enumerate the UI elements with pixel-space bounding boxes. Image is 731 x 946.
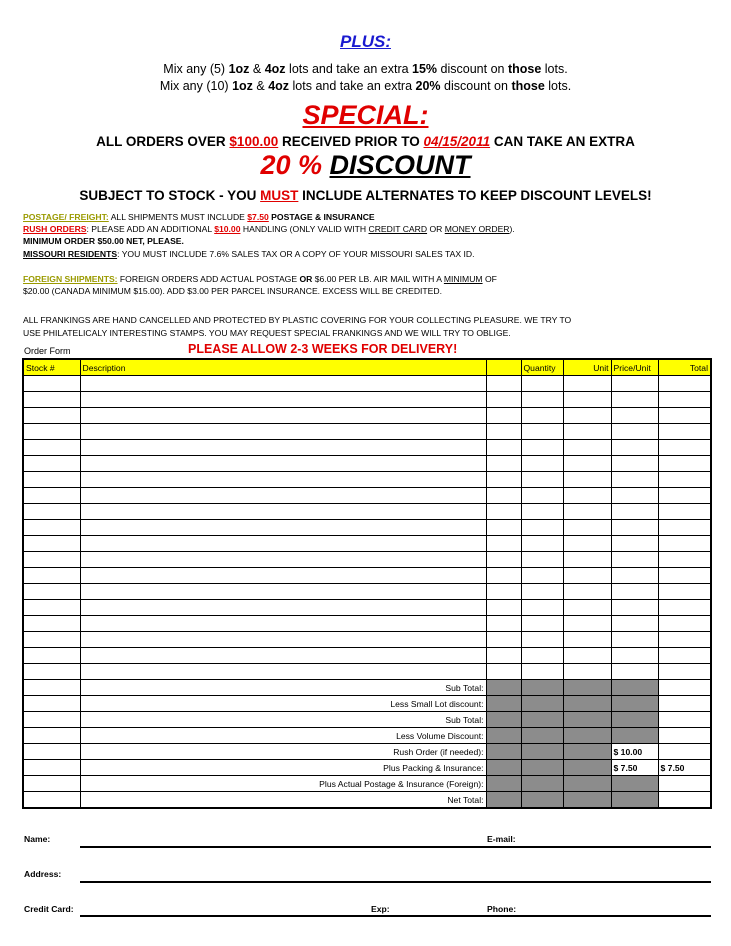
table-cell[interactable] [658,376,711,392]
delivery-notice: PLEASE ALLOW 2-3 WEEKS FOR DELIVERY! [188,342,458,356]
table-cell[interactable] [563,440,611,456]
table-cell[interactable] [486,632,521,648]
summary-shaded-cell [563,776,611,792]
table-cell[interactable] [521,520,563,536]
table-cell[interactable] [23,392,80,408]
table-cell[interactable] [23,632,80,648]
table-cell[interactable] [486,568,521,584]
summary-row [23,776,711,792]
missouri-terms: MISSOURI RESIDENTS: YOU MUST INCLUDE 7.6% SALES TAX OR A COPY OF YOUR MISSOURI SALES TAX ID. [23,249,475,259]
table-cell[interactable] [611,600,658,616]
summary-label: Rush Order (if needed): [80,744,486,760]
table-cell[interactable] [611,632,658,648]
table-cell[interactable] [23,440,80,456]
table-cell[interactable] [80,488,486,504]
table-cell[interactable] [80,584,486,600]
summary-shaded-cell [563,792,611,809]
plus-heading: PLUS: [340,32,391,51]
table-cell[interactable] [563,568,611,584]
table-cell[interactable] [80,472,486,488]
table-cell[interactable] [521,440,563,456]
summary-label: Sub Total: [80,680,486,696]
table-cell[interactable] [658,392,711,408]
table-cell[interactable] [563,488,611,504]
table-cell[interactable] [486,600,521,616]
summary-shaded-cell [486,760,521,776]
table-cell[interactable] [658,648,711,664]
table-cell[interactable] [611,552,658,568]
table-cell[interactable] [563,408,611,424]
table-row[interactable] [23,632,711,648]
summary-row [23,760,711,776]
table-cell[interactable] [486,552,521,568]
col-quantity: Quantity [521,359,563,376]
table-cell[interactable] [23,504,80,520]
table-cell[interactable] [23,472,80,488]
summary-shaded-cell [486,696,521,712]
summary-total[interactable] [658,696,711,712]
table-cell[interactable] [521,584,563,600]
table-cell[interactable] [521,376,563,392]
table-cell[interactable] [23,552,80,568]
table-cell[interactable] [563,392,611,408]
table-cell[interactable] [611,568,658,584]
summary-label: Net Total: [80,792,486,809]
table-cell[interactable] [80,648,486,664]
table-cell[interactable] [23,488,80,504]
table-cell[interactable] [80,616,486,632]
table-row[interactable] [23,584,711,600]
summary-label: Plus Actual Postage & Insurance (Foreign): [80,776,486,792]
table-row[interactable] [23,648,711,664]
summary-price[interactable] [611,712,658,728]
col-price-unit: Price/Unit [611,359,658,376]
table-cell[interactable] [658,520,711,536]
table-cell[interactable] [658,472,711,488]
table-cell[interactable] [563,536,611,552]
table-cell[interactable] [80,520,486,536]
table-cell[interactable] [521,408,563,424]
summary-total[interactable] [658,712,711,728]
email-label: E-mail: [487,834,516,844]
table-cell[interactable] [521,648,563,664]
table-cell[interactable] [611,504,658,520]
table-cell[interactable] [611,488,658,504]
mix-ten-line: Mix any (10) 1oz & 4oz lots and take an extra 20% discount on those lots. [159,79,572,93]
name-line[interactable] [80,846,711,848]
table-row[interactable] [23,664,711,680]
table-cell[interactable] [23,584,80,600]
exp-label: Exp: [371,904,390,914]
table-cell[interactable] [611,424,658,440]
address-line[interactable] [80,881,711,883]
discount-heading: 20 % DISCOUNT [260,150,471,180]
summary-blank [23,712,80,728]
table-cell[interactable] [658,552,711,568]
table-cell[interactable] [486,616,521,632]
table-cell[interactable] [521,552,563,568]
table-cell[interactable] [611,408,658,424]
table-cell[interactable] [611,648,658,664]
summary-shaded-cell [563,728,611,744]
table-cell[interactable] [486,520,521,536]
summary-row [23,792,711,809]
table-row[interactable] [23,568,711,584]
table-cell[interactable] [658,440,711,456]
table-cell[interactable] [23,568,80,584]
summary-shaded-cell [563,760,611,776]
table-cell[interactable] [80,424,486,440]
table-cell[interactable] [486,440,521,456]
table-cell[interactable] [23,600,80,616]
table-cell[interactable] [486,456,521,472]
table-cell[interactable] [23,648,80,664]
table-cell[interactable] [486,584,521,600]
credit-card-label: Credit Card: [24,904,74,914]
table-cell[interactable] [658,568,711,584]
summary-price[interactable] [611,696,658,712]
table-cell[interactable] [521,600,563,616]
summary-label: Sub Total: [80,712,486,728]
table-cell[interactable] [80,632,486,648]
table-cell[interactable] [486,488,521,504]
table-cell[interactable] [23,616,80,632]
col-unit: Unit [563,359,611,376]
table-cell[interactable] [611,440,658,456]
summary-blank [23,760,80,776]
table-cell[interactable] [658,424,711,440]
table-cell[interactable] [658,504,711,520]
table-cell[interactable] [563,600,611,616]
summary-shaded-cell [563,744,611,760]
table-cell[interactable] [23,456,80,472]
summary-blank [23,776,80,792]
table-cell[interactable] [521,536,563,552]
table-cell[interactable] [80,536,486,552]
table-cell[interactable] [521,424,563,440]
table-row[interactable] [23,488,711,504]
frankings-line-1: ALL FRANKINGS ARE HAND CANCELLED AND PROTECTED BY PLASTIC COVERING FOR YOUR COLLECTING PLEASURE. WE TRY TO [23,315,572,325]
table-cell[interactable] [80,392,486,408]
table-cell[interactable] [563,456,611,472]
col-stock: Stock # [23,359,80,376]
table-cell[interactable] [563,632,611,648]
table-cell[interactable] [80,568,486,584]
order-table [22,358,712,809]
summary-blank [23,680,80,696]
summary-price[interactable] [611,792,658,809]
table-cell[interactable] [521,472,563,488]
table-cell[interactable] [658,456,711,472]
table-cell[interactable] [563,552,611,568]
summary-blank [23,728,80,744]
table-row[interactable] [23,424,711,440]
address-label: Address: [24,869,62,879]
table-cell[interactable] [611,536,658,552]
summary-shaded-cell [486,744,521,760]
table-cell[interactable] [658,584,711,600]
table-cell[interactable] [658,632,711,648]
table-cell[interactable] [658,600,711,616]
summary-total[interactable] [658,680,711,696]
summary-shaded-cell [521,680,563,696]
table-cell[interactable] [563,584,611,600]
summary-shaded-cell [486,680,521,696]
table-row[interactable] [23,440,711,456]
table-cell[interactable] [521,664,563,680]
table-row[interactable] [23,376,711,392]
col-description: Description [80,359,486,376]
table-cell[interactable] [563,520,611,536]
rush-terms: RUSH ORDERS: PLEASE ADD AN ADDITIONAL $10.00 HANDLING (ONLY VALID WITH CREDIT CARD OR MONEY ORDER). [23,224,515,234]
table-cell[interactable] [611,520,658,536]
frankings-line-2: USE PHILATELICALY INTERESTING STAMPS. YOU MAY REQUEST SPECIAL FRANKINGS AND WE WILL TRY TO OBLIGE. [23,328,511,338]
phone-label: Phone: [487,904,517,914]
table-row[interactable] [23,504,711,520]
table-cell[interactable] [563,616,611,632]
table-cell[interactable] [658,408,711,424]
table-cell[interactable] [611,376,658,392]
table-row[interactable] [23,552,711,568]
table-cell[interactable] [80,456,486,472]
table-cell[interactable] [23,424,80,440]
postage-terms: POSTAGE/ FREIGHT: ALL SHIPMENTS MUST INCLUDE $7.50 POSTAGE & INSURANCE [23,212,375,222]
summary-price[interactable]: $ 7.50 [611,760,658,776]
col-blank [486,359,521,376]
table-cell[interactable] [80,552,486,568]
table-cell[interactable] [486,472,521,488]
table-cell[interactable] [611,616,658,632]
table-row[interactable] [23,472,711,488]
table-cell[interactable] [658,616,711,632]
table-row[interactable] [23,536,711,552]
table-cell[interactable] [658,536,711,552]
foreign-terms-cont: $20.00 (CANADA MINIMUM $15.00). ADD $3.00 PER PARCEL INSURANCE. EXCESS WILL BE CREDITED. [23,286,442,296]
table-cell[interactable] [611,664,658,680]
table-cell[interactable] [658,664,711,680]
summary-total[interactable] [658,792,711,809]
order-form-label: Order Form [24,346,71,356]
table-cell[interactable] [80,504,486,520]
summary-row [23,696,711,712]
table-cell[interactable] [563,376,611,392]
table-cell[interactable] [486,664,521,680]
summary-shaded-cell [521,728,563,744]
table-cell[interactable] [486,408,521,424]
table-cell[interactable] [611,392,658,408]
summary-price[interactable] [611,728,658,744]
table-cell[interactable] [80,376,486,392]
table-cell[interactable] [80,664,486,680]
summary-blank [23,696,80,712]
table-row[interactable] [23,392,711,408]
summary-shaded-cell [521,760,563,776]
foreign-terms: FOREIGN SHIPMENTS: FOREIGN ORDERS ADD ACTUAL POSTAGE OR $6.00 PER LB. AIR MAIL WITH A MINIMUM OF [23,274,497,284]
col-total: Total [658,359,711,376]
table-cell[interactable] [521,456,563,472]
mix-five-line: Mix any (5) 1oz & 4oz lots and take an extra 15% discount on those lots. [163,62,568,76]
summary-shaded-cell [521,776,563,792]
table-cell[interactable] [486,504,521,520]
summary-row [23,712,711,728]
summary-price[interactable] [611,776,658,792]
minimum-order: MINIMUM ORDER $50.00 NET, PLEASE. [23,236,184,246]
summary-blank [23,792,80,809]
table-cell[interactable] [521,568,563,584]
table-cell[interactable] [486,424,521,440]
table-cell[interactable] [486,536,521,552]
table-cell[interactable] [611,584,658,600]
summary-total[interactable] [658,776,711,792]
table-row[interactable] [23,456,711,472]
summary-shaded-cell [521,792,563,809]
table-cell[interactable] [486,648,521,664]
table-cell[interactable] [486,392,521,408]
subject-to-stock-line: SUBJECT TO STOCK - YOU MUST INCLUDE ALTERNATES TO KEEP DISCOUNT LEVELS! [79,188,652,203]
table-cell[interactable] [23,520,80,536]
summary-row [23,744,711,760]
table-cell[interactable] [563,504,611,520]
summary-shaded-cell [486,712,521,728]
summary-shaded-cell [521,712,563,728]
summary-total[interactable] [658,728,711,744]
special-heading: SPECIAL: [302,100,429,130]
table-cell[interactable] [80,408,486,424]
table-cell[interactable] [23,376,80,392]
summary-shaded-cell [563,696,611,712]
summary-total[interactable]: $ 7.50 [658,760,711,776]
summary-blank [23,744,80,760]
summary-label: Less Small Lot discount: [80,696,486,712]
credit-card-line[interactable] [80,915,711,917]
table-row[interactable] [23,520,711,536]
table-cell[interactable] [658,488,711,504]
table-cell[interactable] [23,408,80,424]
name-label: Name: [24,834,51,844]
table-row[interactable] [23,616,711,632]
summary-row [23,680,711,696]
orders-over-line: ALL ORDERS OVER $100.00 RECEIVED PRIOR TO 04/15/2011 CAN TAKE AN EXTRA [96,134,635,149]
summary-shaded-cell [521,744,563,760]
table-cell[interactable] [563,472,611,488]
table-cell[interactable] [521,632,563,648]
table-cell[interactable] [521,392,563,408]
summary-total[interactable] [658,744,711,760]
summary-shaded-cell [486,776,521,792]
summary-label: Less Volume Discount: [80,728,486,744]
table-cell[interactable] [563,648,611,664]
table-cell[interactable] [611,456,658,472]
table-cell[interactable] [611,472,658,488]
table-cell[interactable] [521,504,563,520]
summary-price[interactable]: $ 10.00 [611,744,658,760]
table-cell[interactable] [521,488,563,504]
table-cell[interactable] [563,424,611,440]
summary-row [23,728,711,744]
table-cell[interactable] [486,376,521,392]
table-row[interactable] [23,408,711,424]
table-cell[interactable] [80,600,486,616]
table-cell[interactable] [23,536,80,552]
summary-shaded-cell [521,696,563,712]
summary-shaded-cell [486,792,521,809]
summary-shaded-cell [563,680,611,696]
summary-label: Plus Packing & Insurance: [80,760,486,776]
table-cell[interactable] [80,440,486,456]
summary-price[interactable] [611,680,658,696]
table-header-row [23,359,711,376]
table-cell[interactable] [563,664,611,680]
summary-shaded-cell [486,728,521,744]
summary-shaded-cell [563,712,611,728]
table-row[interactable] [23,600,711,616]
table-cell[interactable] [521,616,563,632]
table-cell[interactable] [23,664,80,680]
